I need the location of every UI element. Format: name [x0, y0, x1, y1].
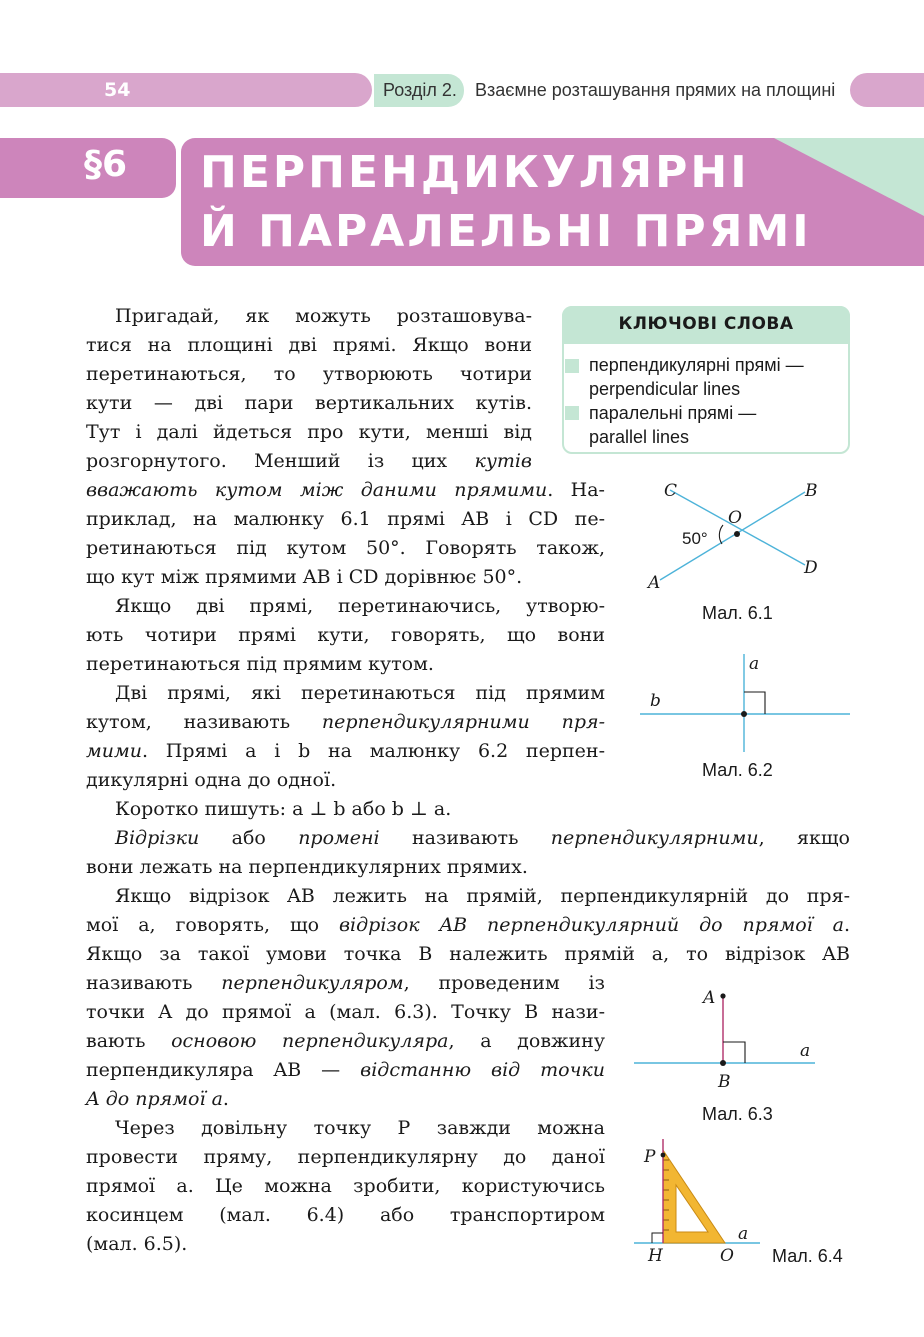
figure-6-2 — [630, 650, 860, 760]
text-line: Коротко пишуть: a ⊥ b або b ⊥ a. — [115, 798, 452, 820]
title-line-2: Й ПАРАЛЕЛЬНІ ПРЯМІ — [200, 206, 812, 257]
text-line: Якщо відрізок AB лежить на прямій, перпендикулярній до пря- — [115, 885, 850, 907]
text-line: дикулярні одна до одної. — [86, 769, 337, 791]
keyword-bullet — [565, 359, 579, 373]
section-label: Розділ 2. — [383, 80, 457, 100]
set-square-icon — [663, 1150, 725, 1243]
angle-label: 50° — [682, 529, 708, 548]
label-o: O — [728, 508, 742, 528]
figure-6-4 — [630, 1135, 770, 1270]
keyword-bullet — [565, 406, 579, 420]
label-a: a — [749, 654, 760, 674]
text-line: кути — дві пари вертикальних кутів. — [86, 392, 532, 414]
header-bar-left — [0, 73, 372, 107]
point-p — [661, 1153, 666, 1158]
text-line: вважають кутом між даними прямими. На- — [86, 479, 605, 501]
label-a: A — [648, 573, 661, 593]
figure-6-4-caption: Мал. 6.4 — [772, 1246, 843, 1266]
text-line: прямої a. Це можна зробити, користуючись — [86, 1175, 605, 1197]
point-b — [720, 1060, 726, 1066]
label-a-line: a — [800, 1041, 811, 1061]
text-line: що кут між прямими AB і CD дорівнює 50°. — [86, 566, 523, 588]
text-line: розгорнутого. Менший із цих кутів — [86, 450, 532, 472]
label-o: O — [720, 1246, 734, 1266]
text-line: Тут і далі йдеться про кути, менші від — [86, 421, 532, 443]
paragraph-number: §6 — [84, 144, 128, 185]
keyword-2-line-2: parallel lines — [589, 427, 690, 447]
label-a: a — [738, 1224, 749, 1244]
label-b-point: B — [718, 1072, 731, 1092]
text-line: Якщо за такої умови точка B належить прямій a, то відрізок AB — [86, 943, 850, 965]
label-d: D — [804, 558, 818, 578]
figure-6-3-caption: Мал. 6.3 — [702, 1104, 773, 1124]
text-line: Дві прямі, які перетинаються під прямим — [115, 682, 605, 704]
text-line: вають основою перпендикуляра, а довжину — [86, 1030, 605, 1052]
keyword-1-line-2: perpendicular lines — [589, 379, 741, 399]
text-line: тися на площині дві прямі. Якщо вони — [86, 334, 532, 356]
keyword-1-line-1: перпендикулярні прямі — — [589, 355, 804, 375]
text-line: Через довільну точку P завжди можна — [115, 1117, 605, 1139]
text-line: називають перпендикуляром, проведеним із — [86, 972, 605, 994]
text-line: (мал. 6.5). — [86, 1233, 188, 1255]
text-line: Відрізки або промені називають перпендикулярними, якщо — [115, 827, 850, 849]
label-b: b — [650, 691, 661, 711]
page-number: 54 — [104, 79, 131, 101]
text-line: кутом, називають перпендикулярними пря- — [86, 711, 605, 733]
right-angle-mark — [652, 1233, 663, 1243]
text-line: A до прямої a. — [86, 1088, 229, 1110]
text-line: Якщо дві прямі, перетинаючись, утворю- — [115, 595, 605, 617]
angle-arc — [719, 525, 723, 544]
chapter-title: Взаємне розташування прямих на площині — [475, 80, 836, 100]
figure-6-1-caption: Мал. 6.1 — [702, 603, 773, 623]
figure-6-2-caption: Мал. 6.2 — [702, 760, 773, 780]
title-line-1: ПЕРПЕНДИКУЛЯРНІ — [200, 147, 750, 198]
text-line: косинцем (мал. 6.4) або транспортиром — [86, 1204, 605, 1226]
figure-6-1 — [630, 470, 870, 600]
intersection-point — [741, 711, 747, 717]
point-o — [734, 531, 740, 537]
label-b: B — [805, 481, 818, 501]
label-a-point: A — [703, 988, 716, 1008]
keyword-2-line-1: паралельні прямі — — [589, 403, 757, 423]
text-line: перетинаються під прямим кутом. — [86, 653, 434, 675]
text-line: провести пряму, перпендикулярну до даної — [86, 1146, 605, 1168]
keywords-heading: КЛЮЧОВІ СЛОВА — [618, 314, 794, 334]
label-p: P — [644, 1147, 656, 1167]
right-angle-mark — [723, 1042, 745, 1063]
header-bar-right — [850, 73, 924, 107]
text-line: перетинаються, то утворюють чотири — [86, 363, 532, 385]
text-line: точки A до прямої a (мал. 6.3). Точку B нази- — [86, 1001, 605, 1023]
label-h: H — [648, 1246, 663, 1266]
text-line: мої a, говорять, що відрізок AB перпендикулярний до прямої a. — [86, 914, 850, 936]
text-line: мими. Прямі a і b на малюнку 6.2 перпен- — [86, 740, 605, 762]
text-line: перпендикуляра AB — відстанню від точки — [86, 1059, 605, 1081]
right-angle-mark — [744, 692, 765, 714]
point-a — [720, 993, 725, 998]
page-title — [200, 143, 900, 261]
text-line: ють чотири прямі кути, говорять, що вони — [86, 624, 605, 646]
text-line: ретинаються під кутом 50°. Говорять також, — [86, 537, 605, 559]
figure-6-3 — [630, 980, 830, 1095]
text-line: Пригадай, як можуть розташовува- — [115, 305, 532, 327]
label-c: C — [664, 481, 678, 501]
text-line: вони лежать на перпендикулярних прямих. — [86, 856, 528, 878]
text-line: приклад, на малюнку 6.1 прямі AB і CD пе- — [86, 508, 605, 530]
